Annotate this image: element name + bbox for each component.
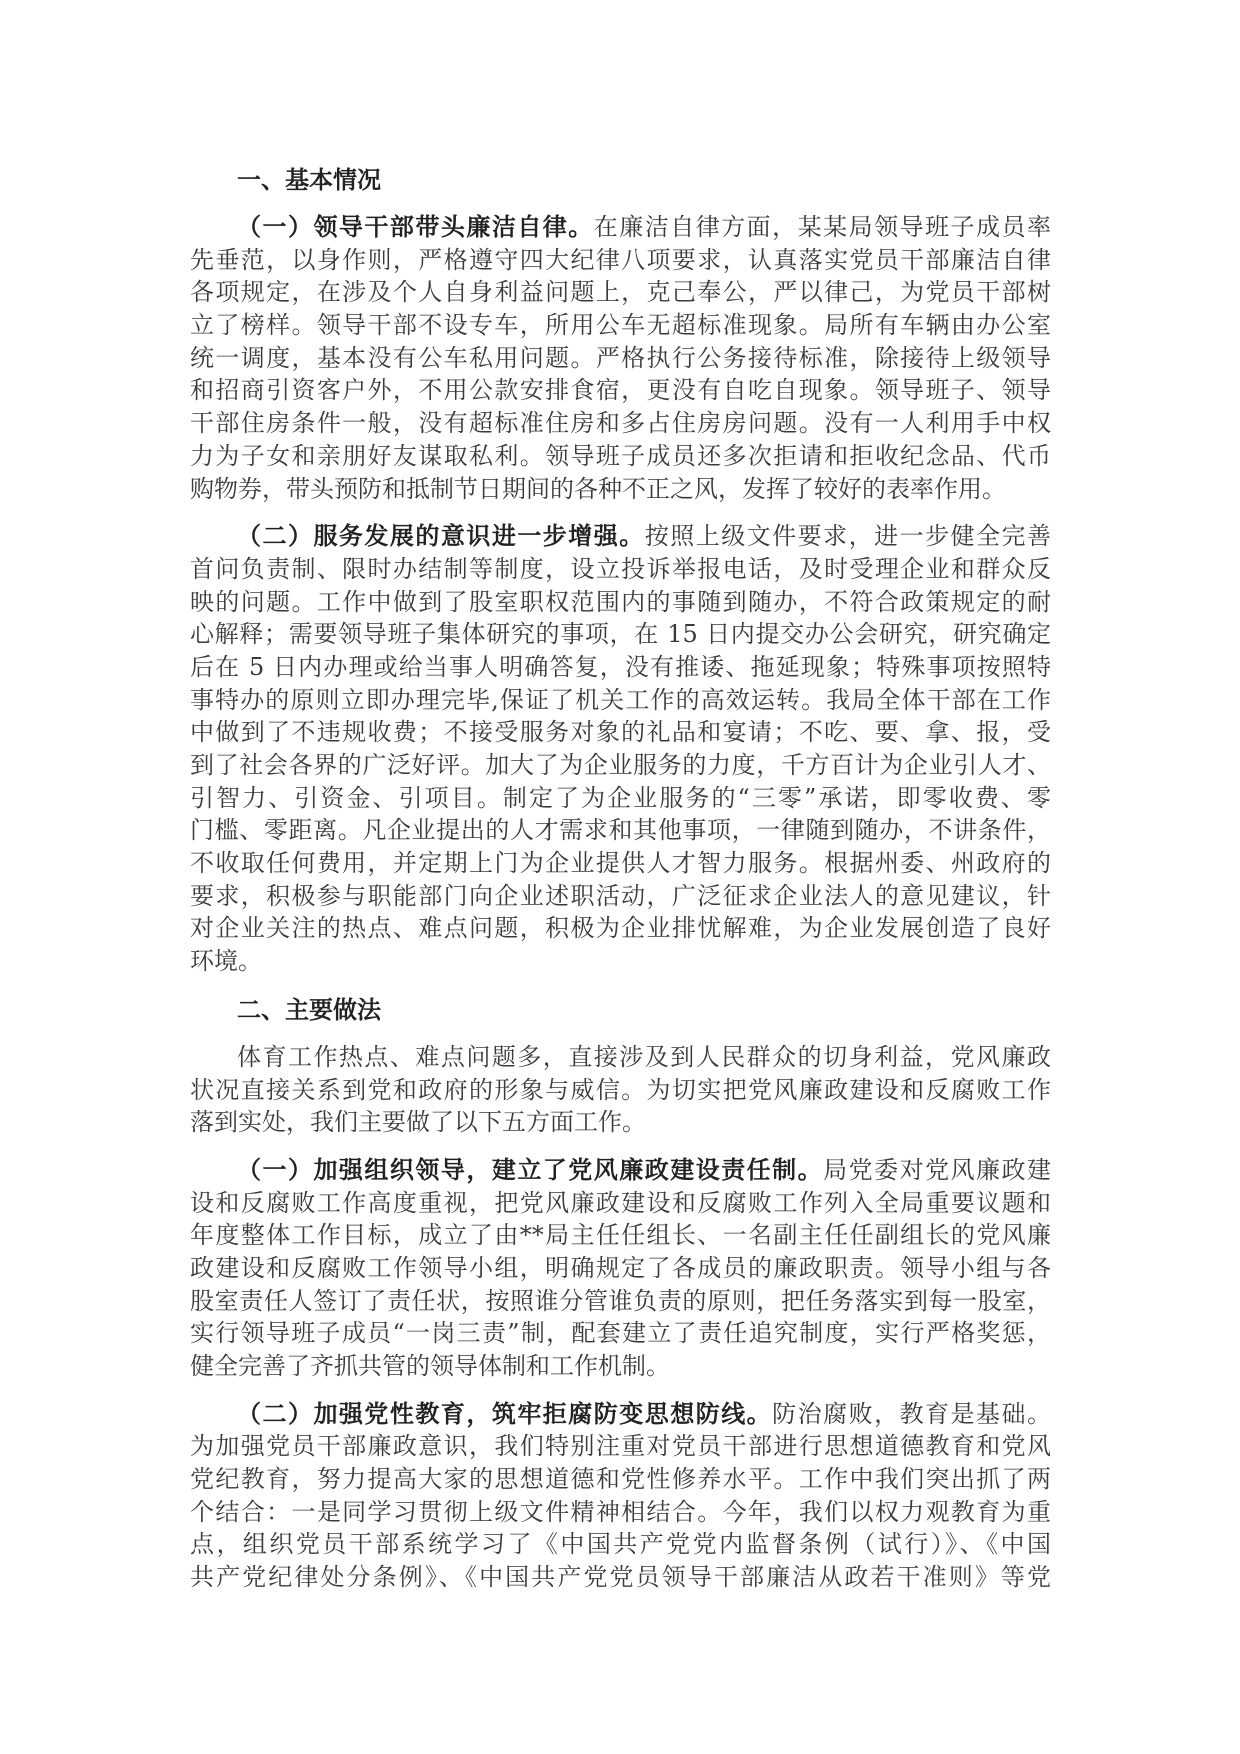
- text-line: [190, 749, 1051, 782]
- paragraph-lead: （二）加强党性教育，筑牢拒腐防变思想防线。: [237, 1398, 773, 1428]
- line-text: 统一调度，基本没有公车私用问题。严格执行公务接待标准，除接待上级领导: [190, 343, 1051, 372]
- line-text: 个结合：一是同学习贯彻上级文件精神相结合。今年，我们以权力观教育为重: [190, 1497, 1051, 1526]
- text-line: [190, 211, 1051, 244]
- text-line: [190, 1154, 1051, 1187]
- text-line: [190, 880, 1051, 913]
- line-text: 购物券，带头预防和抵制节日期间的各种不正之风，发挥了较好的表率作用。: [190, 474, 1006, 503]
- text-line: [190, 244, 1051, 277]
- line-text: 先垂范，以身作则，严格遵守四大纪律八项要求，认真落实党员干部廉洁自律: [190, 245, 1051, 274]
- line-text: 门槛、零距离。凡企业提出的人才需求和其他事项，一律随到随办，不讲条件，: [190, 816, 1051, 845]
- text-line: [190, 945, 1051, 978]
- text-line: [190, 847, 1051, 880]
- paragraph-lead: （一）领导干部带头廉洁自律。: [237, 212, 594, 241]
- text-line: [190, 1496, 1051, 1529]
- paragraph: [190, 1398, 1051, 1594]
- text-line: [190, 1463, 1051, 1496]
- line-text: 引智力、引资金、引项目。制定了为企业服务的“三零”承诺，即零收费、零: [190, 783, 1051, 812]
- line-text: 股室责任人签订了责任状，按照谁分管谁负责的原则，把任务落实到每一股室，: [190, 1286, 1051, 1315]
- text-line: [190, 1187, 1051, 1220]
- line-text: 在廉洁自律方面，某某局领导班子成员率: [593, 213, 1052, 241]
- line-text: 体育工作热点、难点问题多，直接涉及到人民群众的切身利益，党风廉政: [237, 1042, 1051, 1071]
- line-text: 事特办的原则立即办理完毕,保证了机关工作的高效运转。我局全体干部在工作: [190, 685, 1051, 714]
- line-text: 政建设和反腐败工作领导小组，明确规定了各成员的廉政职责。领导小组与各: [190, 1253, 1051, 1282]
- text-line: [190, 276, 1051, 309]
- text-line: [190, 374, 1051, 407]
- line-text: 实行领导班子成员“一岗三责”制，配套建立了责任追究制度，实行严格奖惩，: [190, 1319, 1051, 1348]
- text-line: [190, 1350, 1051, 1383]
- line-text: 局党委对党风廉政建: [823, 1155, 1052, 1184]
- line-text: 对企业关注的热点、难点问题，积极为企业排忧解难，为企业发展创造了良好: [190, 914, 1051, 943]
- text-line: [190, 1398, 1051, 1431]
- text-line: [190, 618, 1051, 651]
- paragraph: [190, 1041, 1051, 1139]
- line-text: 状况直接关系到党和政府的形象与威信。为切实把党风廉政建设和反腐败工作: [190, 1075, 1051, 1104]
- text-line: [190, 586, 1051, 619]
- text-line: [190, 684, 1051, 717]
- document-page: [190, 163, 1051, 1609]
- line-text: 首问负责制、限时办结制等制度，设立投诉举报电话，及时受理企业和群众反: [190, 554, 1051, 583]
- text-line: [190, 473, 1051, 506]
- text-line: [190, 440, 1051, 473]
- line-text: 各项规定，在涉及个人自身利益问题上，克己奉公，严以律己，为党员干部树: [190, 278, 1051, 307]
- section-heading: 一、基本情况: [237, 165, 381, 194]
- paragraph-lead: （一）加强组织领导，建立了党风廉政建设责任制。: [237, 1154, 824, 1184]
- paragraph: [190, 1154, 1051, 1383]
- line-text: 防治腐败，教育是基础。: [772, 1399, 1052, 1428]
- line-text: 干部住房条件一般，没有超标准住房和多占住房房问题。没有一人利用手中权: [190, 409, 1051, 438]
- section-heading: 二、主要做法: [237, 994, 381, 1024]
- text-line: [190, 1074, 1051, 1107]
- line-text: 要求，积极参与职能部门向企业述职活动，广泛征求企业法人的意见建议，针: [190, 881, 1051, 910]
- text-line: [190, 553, 1051, 586]
- text-line: [190, 520, 1051, 553]
- line-text: 健全完善了齐抓共管的领导体制和工作机制。: [190, 1352, 670, 1380]
- line-text: 映的问题。工作中做到了股室职权范围内的事随到随办，不符合政策规定的耐: [190, 587, 1051, 616]
- line-text: 共产党纪律处分条例》、《中国共产党党员领导干部廉洁从政若干准则》等党: [190, 1563, 1051, 1592]
- line-text: 环境。: [190, 947, 262, 976]
- text-line: [190, 912, 1051, 945]
- text-line: [190, 1252, 1051, 1285]
- line-text: 和招商引资客户外，不用公款安排食宿，更没有自吃自现象。领导班子、领导: [190, 376, 1051, 405]
- text-line: [190, 1317, 1051, 1350]
- line-text: 按照上级文件要求，进一步健全完善: [644, 522, 1052, 551]
- line-text: 后在 5 日内办理或给当事人明确答复，没有推诿、拖延现象；特殊事项按照特: [190, 652, 1051, 681]
- text-line: [190, 1528, 1051, 1561]
- text-line: [190, 1219, 1051, 1252]
- paragraph: [190, 520, 1051, 978]
- paragraph: [190, 211, 1051, 505]
- line-text: 中做到了不违规收费；不接受服务对象的礼品和宴请；不吃、要、拿、报，受: [190, 718, 1051, 747]
- line-text: 点，组织党员干部系统学习了《中国共产党党内监督条例（试行）》、《中国: [190, 1530, 1051, 1559]
- line-text: 党纪教育，努力提高大家的思想道德和党性修养水平。工作中我们突出抓了两: [190, 1465, 1051, 1494]
- line-text: 年度整体工作目标，成立了由**局主任任组长、一名副主任任副组长的党风廉: [190, 1221, 1051, 1250]
- line-text: 设和反腐败工作高度重视，把党风廉政建设和反腐败工作列入全局重要议题和: [190, 1188, 1051, 1217]
- line-text: 落到实处，我们主要做了以下五方面工作。: [190, 1108, 646, 1137]
- text-line: [190, 716, 1051, 749]
- text-line: [190, 407, 1051, 440]
- text-line: [190, 814, 1051, 847]
- text-line: [190, 1041, 1051, 1074]
- line-text: 为加强党员干部廉政意识，我们特别注重对党员干部进行思想道德教育和党风: [190, 1432, 1051, 1461]
- paragraph-lead: （二）服务发展的意识进一步增强。: [237, 521, 645, 551]
- text-line: [190, 1106, 1051, 1139]
- text-line: [190, 309, 1051, 342]
- text-line: [190, 782, 1051, 815]
- line-text: 力为子女和亲朋好友谋取私利。领导班子成员还多次拒请和拒收纪念品、代币: [190, 441, 1051, 470]
- line-text: 到了社会各界的广泛好评。加大了为企业服务的力度，千方百计为企业引人才、: [190, 751, 1051, 779]
- text-line: [190, 1430, 1051, 1463]
- line-text: 不收取任何费用，并定期上门为企业提供人才智力服务。根据州委、州政府的: [190, 849, 1051, 878]
- line-text: 心解释；需要领导班子集体研究的事项，在 15 日内提交办公会研究，研究确定: [190, 620, 1051, 649]
- text-line: [190, 1561, 1051, 1594]
- line-text: 立了榜样。领导干部不设专车，所用公车无超标准现象。局所有车辆由办公室: [190, 311, 1051, 340]
- text-line: [190, 651, 1051, 684]
- text-line: [190, 342, 1051, 375]
- text-line: [190, 1285, 1051, 1318]
